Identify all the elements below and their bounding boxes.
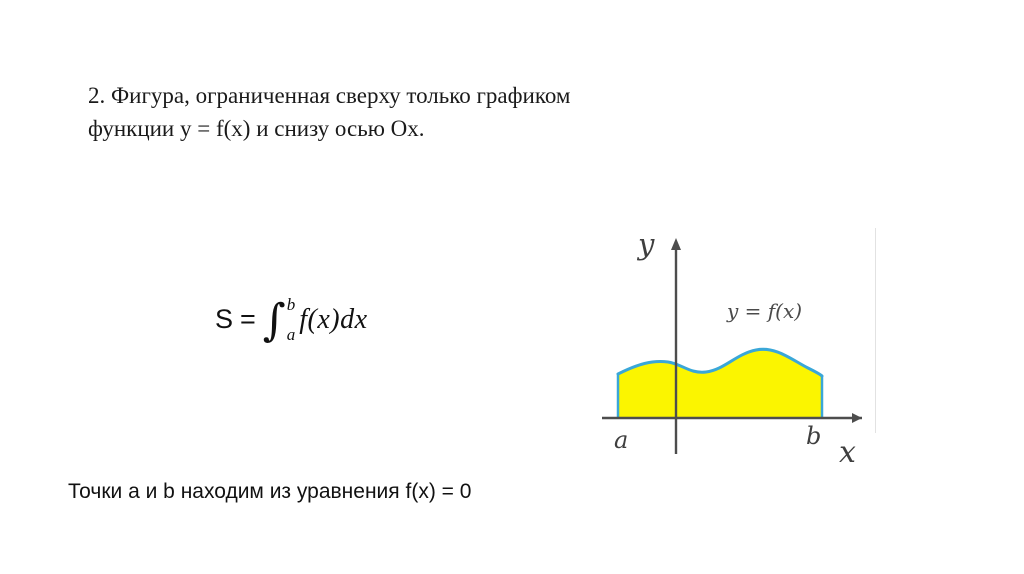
formula-lhs: S — [215, 304, 234, 335]
y-axis-arrow — [671, 238, 681, 250]
integral-sign: ∫ — [262, 295, 286, 347]
graph-figure — [594, 222, 894, 474]
x-axis-arrow — [852, 413, 862, 423]
formula-equals: = — [240, 304, 256, 335]
footnote-text: Точки a и b находим из уравнения f(x) = 0 — [68, 480, 472, 503]
integral-lower-limit: a — [286, 324, 296, 344]
integral-limits — [287, 296, 296, 344]
left-bound-label: a — [614, 426, 629, 454]
x-axis-label: x — [839, 435, 856, 470]
integrand-expression: f(x)dx — [299, 303, 368, 335]
y-axis-label: y — [638, 227, 655, 261]
right-bound-label: b — [806, 422, 822, 450]
curve-label: y = f(x) — [727, 299, 803, 323]
page-title: 2. Фигура, ограниченная сверху только графиком функции y = f(x) и снизу осью Ох. — [88, 83, 571, 141]
definite-integral — [262, 295, 368, 347]
area-formula — [215, 295, 368, 347]
integral-upper-limit: b — [286, 295, 296, 314]
